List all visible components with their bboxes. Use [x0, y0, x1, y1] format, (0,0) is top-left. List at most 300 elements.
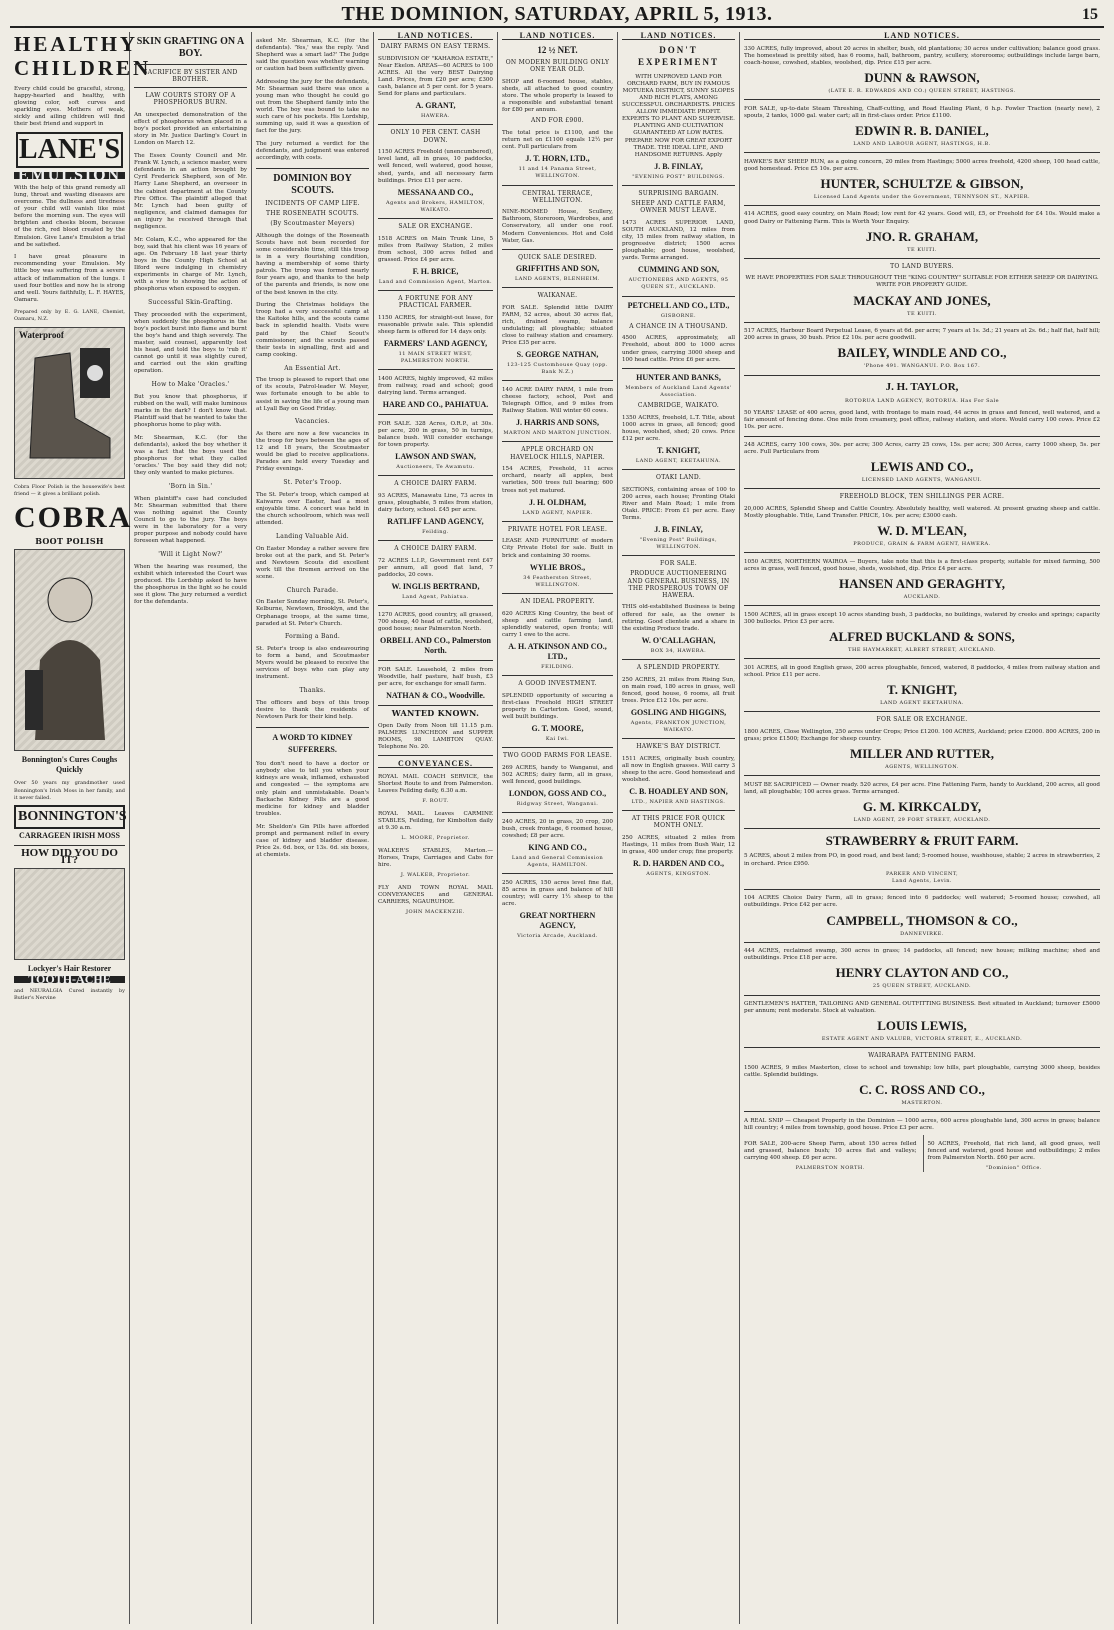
article-paragraph: But you know that phosphorus, if rubbed on the wall, will make luminous marks in the dark? I don't know that. Plaintiff said that he wanted to take the phosphorus home to play with.	[134, 393, 247, 429]
divider	[502, 287, 613, 288]
ad-title: A CHOICE DAIRY FARM.	[394, 480, 477, 488]
ad-title: WANTED KNOWN.	[391, 708, 480, 719]
subheading: Vacancies.	[295, 418, 330, 426]
ad-body: 1800 ACRES, Close Wellington, 250 acres under Crops; Price £1200. 100 ACRES, Auckland; price £2000. 800 ACRES, 200 in grass; price £1500; Exchange for sheep country.	[744, 728, 1100, 742]
divider	[744, 375, 1100, 376]
article-paragraph: The Essex County Council and Mr. Frank W. Lynch, a science master, were defendants in an action brought by Cyril Frederick Shepherd, son of Mr. Harry Lane Shepherd, an overseer in the cabinet department at the County Fire Office. The plaintiff alleged that Mr. Lynch had been guilty of negligence, and claimed damages for an injury he received through that negligence.	[134, 153, 247, 230]
ad-title: TWO GOOD FARMS FOR LEASE.	[502, 752, 613, 760]
divider	[502, 873, 613, 874]
ad-place: 11 MAIN STREET WEST, PALMERSTON NORTH.	[398, 351, 473, 365]
ad-body: 1400 ACRES, highly improved, 42 miles from railway, road and school; good dairying land. Terms arranged.	[378, 375, 493, 397]
article-paragraph: During the Christmas holidays the troop had a very successful camp at the Kaitoke hills, and the scouts came back in splendid health. Visits were paid by the Chief Scout's commissioner, and the scouts passed their tests in signalling, first aid and camp cooking.	[256, 302, 369, 358]
ad-place: "Dominion" Office.	[985, 1165, 1042, 1172]
ad-place: GISBORNE.	[660, 312, 697, 319]
divider	[622, 296, 735, 297]
divider	[378, 414, 493, 415]
ad-body: 620 ACRES King Country, the best of sheep and cattle farming land, splendidly watered, open fronts; will carry 1 ewe to the acre.	[502, 610, 613, 638]
hair-restorer-illustration	[14, 868, 125, 960]
divider	[622, 185, 735, 186]
divider	[744, 152, 1100, 153]
ad-body: 20,000 ACRES, Splendid Sheep and Cattle Country. Absolutely healthy, well watered. At present grazing sheep and cattle. Mostly ploughable. Title, Land Transfer. PRICE, 10s. per acre; £3000 cash.	[744, 506, 1100, 520]
ad-firm: W. D. M'LEAN,	[877, 523, 967, 539]
ad-title: A FORTUNE FOR ANY PRACTICAL FARMER.	[398, 295, 473, 310]
subheading: St. Peter's Troop.	[283, 479, 342, 487]
divider	[744, 99, 1100, 100]
ad-title: OTAKI LAND.	[655, 474, 702, 482]
subheading: Landing Valuable Aid.	[275, 532, 350, 540]
article-paragraph: The St. Peter's troop, which camped at Kaiwarra over Easter, had a most enjoyable time. A concert was held in the church schoolroom, which was well attended.	[256, 491, 369, 527]
man-portrait-icon	[15, 550, 125, 750]
divider	[622, 555, 735, 556]
ad-title: 12 ½ NET.	[537, 45, 578, 56]
article-paragraph: Mr. Shearman, K.C. (for the defendants), asked the boy whether it was a fact that the boys used the phosphorus for what they called 'oracles.' The boy said they did not; they only wanted to make pictures.	[134, 434, 247, 477]
ad-body: LEASE AND FURNITURE of modern City Private Hotel for sale. Built in brick and containing 30 rooms.	[502, 538, 613, 559]
ad-firm: C. B. HOADLEY AND SON,	[629, 787, 728, 797]
divider	[744, 775, 1100, 776]
how-did-you-do-it-headline: HOW DID YOU DO IT?	[21, 846, 118, 866]
ad-place: Agents, FRANKTON JUNCTION, WAIKATO.	[630, 719, 727, 734]
boot-polish-label: BOOT POLISH	[35, 536, 104, 547]
article-paragraph: The officers and boys of this troop desire to thank the residents of Newtown Park for their kind help.	[256, 699, 369, 720]
conveyances-heading: CONVEYANCES.	[378, 760, 493, 768]
ad-body: FLY AND TOWN ROYAL MAIL CONVEYANCES and GENERAL CARRIERS, NGAURUHOE.	[378, 884, 493, 905]
column-5-land-notices	[498, 32, 618, 1624]
article-paragraph: Mr. Colam, K.C., who appeared for the boy, said that his client was 16 years of age. On February 18 last year thirty boys in the County High School at Ilford were indulging in chemistry experiments in charge of Mr. Lynch, with a view to showing the action of phosphorus when exposed to oxygen.	[134, 236, 247, 293]
ad-place: ESTATE AGENT AND VALUER, VICTORIA STREET, E., AUCKLAND.	[821, 1036, 1023, 1043]
land-notices-heading: LAND NOTICES.	[622, 32, 735, 40]
ad-firm: HUNTER, SCHULTZE & GIBSON,	[820, 175, 1024, 191]
ad-body: 1518 ACRES on Main Trunk Line, 5 miles from Railway Station, 2 miles from school, 300 acres felled and grassed. Price £4 per acre.	[378, 235, 493, 263]
ad-place: HAWERA.	[420, 113, 451, 120]
ad-body: FOR SALE. Splendid little DAIRY FARM, 52 acres, about 30 acres flat, rich, drained swamp, balance undulating; all ploughable; situated close to railway station and creamery. Price £35 per acre.	[502, 304, 613, 347]
boy-scouts-subtitle-2: THE ROSENEATH SCOUTS.	[265, 209, 359, 217]
divider	[622, 659, 735, 660]
lanes-intro: Every child could be graceful, strong, happy-hearted and healthy, with glowing color, soft curves and sparkling eyes. Mothers of weak, sickly and ailing children will find their best friend and support in	[14, 85, 125, 128]
ad-body: ROYAL MAIL. Leaves CARMINE STABLES, Feilding, for Kimbolton daily at 9.30 a.m.	[378, 810, 493, 831]
lanes-prepared: Prepared only by E. G. LANE, Chemist, Oamaru, N.Z.	[14, 308, 125, 323]
bonnington-portrait	[14, 549, 125, 751]
ad-firm: J. HARRIS AND SONS,	[516, 418, 599, 428]
ad-place: Land and General Commission Agents, HAMILTON.	[511, 855, 604, 869]
ad-firm: GOSLING AND HIGGINS,	[630, 707, 727, 717]
ad-place: Licensed Land Agents under the Government, TENNYSON ST., NAPIER.	[813, 193, 1031, 200]
ad-body: FOR SALE. 328 Acres, O.R.P., at 30s. per acre, 200 in grass, 50 in turnips, balance bush. Will consider exchange for town property.	[378, 420, 493, 449]
ad-firm: L. MOORE, Proprietor.	[401, 835, 470, 842]
article-paragraph: They proceeded with the experiment, when suddenly the phosphorus in the boy's pocket burst into flame and burnt the boy's hand and thigh severely. The master, said counsel, apparently lost his head, and told the boys to 'rub it' cannot go until it was slightly cured, and carried out the skin grafting operation.	[134, 311, 247, 375]
masthead-title: THE DOMINION, SATURDAY, APRIL 5, 1913.	[341, 3, 773, 25]
ad-place: LAND AGENT, NAPIER.	[522, 509, 593, 516]
divider	[744, 1111, 1100, 1112]
ad-firm: J. H. OLDHAM,	[528, 497, 587, 507]
divider	[744, 552, 1100, 553]
ad-body: FOR SALE. Leasehold, 2 miles from Woodville, half pasture, half bush, £3 per acre, for exchange for small farm.	[378, 666, 493, 687]
ad-body: The total price is £1100, and the return net on £1100 equals 12½ per cent. Full particulars from	[502, 130, 613, 151]
ad-firm: GRIFFITHS AND SON,	[515, 263, 600, 273]
cobra-polish-illustration	[14, 327, 125, 479]
divider	[14, 845, 125, 846]
divider	[502, 441, 613, 442]
skin-grafting-subtitle: SACRIFICE BY SISTER AND BROTHER.	[143, 69, 238, 84]
divider	[744, 889, 1100, 890]
ad-firm: A. GRANT,	[415, 101, 456, 111]
column-3-boy-scouts	[252, 32, 374, 1624]
ad-subtitle: PRODUCE AUCTIONEERING AND GENERAL BUSINESS, IN THE PROSPEROUS TOWN OF HAWERA.	[627, 570, 730, 599]
ad-title: ONLY 10 PER CENT. CASH DOWN.	[390, 129, 481, 144]
ad-place: LAND AGENTS, BLENHEIM.	[514, 275, 600, 282]
ad-firm: LOUIS LEWIS,	[877, 1018, 967, 1034]
ad-place: MASTERTON.	[901, 1100, 943, 1107]
ad-body: 1270 ACRES, good country, all grassed, 700 sheep, 40 head of cattle, woolshed, good house; near Palmerston North.	[378, 611, 493, 633]
divider	[622, 810, 735, 811]
article-paragraph: Addressing the jury for the defendants, Mr. Shearman said there was once a young man who thought he could go out from the Shepherd family into the world. The boy was bound to take no such care of his pockets. His Lordship, summing up, said it was a question of fact for the jury.	[256, 78, 369, 135]
article-paragraph: You don't need to have a doctor or anybody else to tell you when your kidneys are weak, inflamed, exhausted and congested — the symptoms are only plain and unmistakable. Doan's Backache Kidney Pills are a good medicine for kidney and bladder troubles.	[256, 761, 369, 817]
ad-firm: ORBELL AND CO., Palmerston North.	[380, 636, 491, 656]
ad-place: 25 QUEEN STREET, AUCKLAND.	[872, 983, 972, 990]
ad-place: AUCTIONEERS AND AGENTS, 95 QUEEN ST., AUCKLAND.	[628, 277, 729, 291]
ad-firm: F. ROUT.	[422, 798, 449, 805]
ad-body: 1150 ACRES, for straight-out lease, for reasonable private sale. This splendid sheep farm is offered for 14 days only.	[378, 314, 493, 335]
ad-firm: HARE AND CO., PAHIATUA.	[382, 400, 489, 410]
ad-firm: JOHN MACKENZIE.	[406, 909, 465, 916]
ad-firm: J. WALKER, Proprietor.	[400, 872, 471, 879]
divider	[378, 124, 493, 125]
subheading: 'Will it Light Now?'	[158, 550, 223, 558]
ad-body: HAWKE'S BAY SHEEP RUN, as a going concern, 20 miles from Hastings; 5000 acres freehold, 4200 sheep, 100 head cattle, good homestead. Price £5 10s. per acre.	[744, 158, 1100, 172]
divider	[622, 368, 735, 369]
lanes-logo: LANE'S	[16, 132, 123, 168]
divider	[744, 995, 1100, 996]
divider	[134, 64, 247, 65]
divider	[502, 675, 613, 676]
ad-firm: A. H. ATKINSON AND CO., LTD.,	[508, 641, 607, 661]
ad-firm: KING AND CO.,	[528, 843, 587, 853]
divider	[378, 475, 493, 476]
article-paragraph: On Easter Sunday morning, St. Peter's, Kelburne, Newtown, Brooklyn, and the Orphanage troops, at the same time, paraded at St. Peter's Church.	[256, 599, 369, 627]
ad-body: WE HAVE PROPERTIES FOR SALE THROUGHOUT THE "KING COUNTRY" SUITABLE FOR EITHER SHEEP OR DAIRYING. WRITE FOR PROPERTY GUIDE.	[745, 275, 1099, 289]
ad-firm: J. T. HORN, LTD.,	[525, 154, 590, 164]
ad-body: SUBDIVISION OF "KAHAROA ESTATE," Near Ekelon. AREAS—60 ACRES to 100 ACRES. All the very BEST Dairying Land. Prices, from £20 per acre; £300 cash, balance at 5 per cent. for 5 years. Send for plans and particulars.	[378, 55, 493, 98]
ad-title: A GOOD INVESTMENT.	[518, 680, 597, 687]
ad-firm: CAMPBELL, THOMSON & CO.,	[826, 912, 1018, 928]
ad-body: 301 ACRES, all in good English grass, 200 acres ploughable, fenced, watered, 8 paddocks, 4 miles from railway station and school. Price £11 per acre.	[744, 664, 1100, 678]
ad-body: FOR SALE, up-to-date Steam Threshing, Chaff-cutting, and Road Hauling Plant, 6 h.p. Fowler Traction (nearly new), 2 spouts, 2 tanks, 1000 gal. water cart; all in first-class order. Price £1100.	[744, 105, 1100, 119]
divider	[502, 380, 613, 381]
ad-firm: MACKAY AND JONES,	[853, 292, 991, 308]
article-paragraph: When plaintiff's case had concluded Mr. Shearman submitted that there was nothing against the County Council to go to the jury. The boys were in the laboratory for a very proper purpose and nobody could have foreseen what happened.	[134, 495, 247, 545]
subheading: An Essential Art.	[284, 364, 341, 372]
divider	[378, 540, 493, 541]
cobra-copy: Cobra Floor Polish is the housewife's best friend — it gives a brilliant polish.	[14, 484, 125, 498]
bottom-ad-left	[744, 1135, 917, 1172]
ad-body: GENTLEMEN'S HATTER, TAILORING AND GENERAL OUTFITTING BUSINESS. Best situated in Auckland; turnover £5000 per annum; rent moderate. Stock at valuation.	[744, 1001, 1100, 1015]
article-paragraph: As there are now a few vacancies in the troop for boys between the ages of 12 and 18 years, the Scoutmaster would be glad to receive applications. Parades are held every Tuesday and Friday evenings.	[256, 430, 369, 473]
ad-body: 93 ACRES, Manawatu Line, 73 acres in grass, ploughable, 5 miles from station, dairy factory, school. £45 per acre.	[378, 492, 493, 514]
ad-place: Feilding.	[422, 529, 449, 536]
article-paragraph: On Easter Monday a rather severe fire broke out at the park, and St. Peter's and Newtown Scouts did excellent work till the firemen arrived on the scene.	[256, 545, 369, 580]
ad-place: DANNEVIRKE.	[900, 930, 944, 937]
ad-title: STRAWBERRY & FRUIT FARM.	[825, 832, 1019, 848]
ad-body: FOR SALE, 200-acre Sheep Farm, about 150 acres felled and grassed, balance bush; 10 acres flat and valleys; carrying 400 sheep. £6 per acre.	[744, 1140, 917, 1161]
divider	[378, 755, 493, 756]
article-paragraph: Mr. Sheldon's Gin Pills have afforded prompt and permanent relief in every case of kidney and bladder disease. Price 2s. 6d. box, or 13s. 6d. six boxes, at chemists.	[256, 823, 369, 858]
ad-title: PRIVATE HOTEL FOR LEASE.	[507, 525, 608, 533]
subheading: Forming a Band.	[284, 633, 341, 641]
ad-place: 11 and 14 Panama Street, WELLINGTON.	[518, 166, 597, 180]
ad-body: 1150 ACRES Freehold (unencumbered), level land, all in grass, 10 paddocks, well fenced, well watered, good house, shed, yards, and all necessary farm buildings. Price £11 per acre.	[378, 149, 493, 184]
ad-firm: T. KNIGHT,	[887, 681, 957, 697]
ad-body: ROYAL MAIL COACH SERVICE, the Shortest Route to and from Palmerston. Leaves Feilding daily, 6.30 a.m.	[378, 773, 493, 795]
skin-grafting-subtitle-2: LAW COURTS STORY OF A PHOSPHORUS BURN.	[145, 92, 236, 107]
ad-title: CAMBRIDGE, WAIKATO.	[637, 401, 720, 409]
divider	[744, 205, 1100, 206]
ad-firm: J. H. TAYLOR,	[885, 380, 959, 393]
column-6-land-notices	[618, 32, 740, 1624]
ad-place: Agents and Brokers, HAMILTON, WAIKATO.	[386, 199, 485, 213]
divider	[744, 711, 1100, 712]
ad-place: Land and Commission Agent, Marton.	[378, 278, 493, 285]
ad-firm: CUMMING AND SON,	[637, 265, 720, 275]
ad-firm: C. C. ROSS AND CO.,	[859, 1082, 985, 1098]
divider	[378, 290, 493, 291]
ad-price: AND FOR £900.	[531, 117, 584, 125]
article-paragraph: When the hearing was resumed, the exhibit which interested the Court was produced. His Lordship asked to have the phosphorus in the light so he could see it glow. The jury returned a verdict for the defendants.	[134, 563, 247, 606]
ad-firm: EDWIN R. B. DANIEL,	[855, 122, 989, 138]
ad-firm: FARMERS' LAND AGENCY,	[383, 339, 488, 349]
column-7-land-notices	[740, 32, 1104, 1624]
ad-firm: HUNTER AND BANKS,	[636, 372, 721, 382]
ad-title: SALE OR EXCHANGE.	[398, 222, 473, 230]
ad-title: TO LAND BUYERS.	[890, 262, 954, 270]
land-notices-heading: LAND NOTICES.	[378, 32, 493, 40]
ad-place: Members of Auckland Land Agents' Association.	[625, 384, 732, 398]
ad-place: AUCKLAND.	[903, 594, 941, 601]
divider	[256, 168, 369, 169]
waterproof-label: Waterproof	[19, 330, 64, 341]
ad-body: WALKER'S STABLES, Marton.— Horses, Traps, Carriages and Cabs for hire.	[378, 847, 493, 868]
divider	[378, 605, 493, 606]
ad-title: DON'T EXPERIMENT	[637, 45, 719, 68]
divider	[502, 185, 613, 186]
ad-firm: G. T. MOORE,	[531, 724, 584, 734]
ad-firm: NATHAN & CO., Woodville.	[386, 691, 485, 701]
ad-firm: RATLIFF LAND AGENCY,	[387, 517, 484, 527]
page-number: 15	[1082, 6, 1098, 23]
kidney-sufferers-title: A WORD TO KIDNEY SUFFERERS.	[272, 732, 353, 754]
ad-firm: PARKER AND VINCENT,	[885, 870, 959, 877]
ad-place: Victoria Arcade, Auckland.	[517, 933, 598, 940]
divider	[378, 705, 493, 706]
ad-place: 'Phone 491. WANGANUI. P.O. Box 167.	[863, 363, 981, 370]
ad-firm: S. GEORGE NATHAN,	[516, 350, 599, 360]
ad-place: AGENTS, WELLINGTON.	[885, 763, 959, 770]
ad-body: SHOP and 6-roomed house, stables, sheds, all attached to good country store. The whole property is leased to a responsible and substantial tenant for £80 per annum.	[502, 78, 613, 114]
ad-title: HAWKE'S BAY DISTRICT.	[636, 743, 721, 751]
ad-place: LAND AGENT, 29 FORT STREET, AUCKLAND.	[853, 816, 991, 823]
ad-firm: LAWSON AND SWAN,	[395, 452, 476, 462]
ad-firm: GREAT NORTHERN AGENCY,	[519, 911, 596, 931]
cobra-logo: COBRA	[14, 501, 133, 535]
ad-body: SPLENDID opportunity of securing a first-class Freehold HIGH STREET property in Carterton. Good, sound, well built buildings.	[502, 692, 613, 720]
ad-place: LICENSED LAND AGENTS, WANGANUI.	[861, 477, 983, 484]
bonningtons-logo: BONNINGTON'S	[14, 805, 125, 829]
skin-grafting-title: SKIN GRAFTING ON A BOY.	[136, 36, 245, 59]
divider	[502, 593, 613, 594]
ad-body: 1350 ACRES, freehold, L.T. Title, about 1000 acres in grass, all fenced; good house, woolshed, shed; 20 cows. Price £12 per acre.	[622, 414, 735, 442]
ad-place: Kai Iwi.	[545, 736, 570, 743]
column-4-land-notices	[374, 32, 498, 1624]
ad-firm: W. INGLIS BERTRAND,	[391, 582, 480, 592]
subheading: Successful Skin-Grafting.	[148, 299, 233, 306]
ad-place: 123-125 Customhouse Quay (opp. Bank N.Z.)	[507, 362, 608, 376]
article-paragraph: The troop is pleased to report that one of its scouts, Patrol-leader W. Meyer, was fortunate enough to be able to assist in saving the life of a young man at Lyall Bay on Good Friday.	[256, 377, 369, 412]
ad-body: 269 ACRES, handy to Wanganui, and 502 ACRES; dairy farm, all in grass, well fenced, good buildings.	[502, 764, 613, 786]
ad-place: PALMERSTON NORTH.	[795, 1165, 865, 1172]
ad-body: THIS old-established Business is being offered for sale, as the owner is retiring. Good clientele and a share in the existing Produce trade.	[622, 604, 735, 632]
divider	[744, 942, 1100, 943]
subheading: How to Make 'Oracles.'	[151, 381, 230, 389]
ad-place: Auctioneers, Te Awamutu.	[396, 464, 475, 471]
ad-body: 154 ACRES, Freehold, 11 acres orchard, nearly all apples, best varieties, 500 trees full bearing; 600 trees not yet matured.	[502, 466, 613, 494]
ad-subtitle: ON MODERN BUILDING ONLY ONE YEAR OLD.	[505, 59, 610, 74]
divider	[134, 87, 247, 88]
ad-title: A CHANCE IN A THOUSAND.	[629, 322, 728, 330]
ad-title: DAIRY FARMS ON EASY TERMS.	[380, 43, 491, 51]
article-paragraph: The jury returned a verdict for the defendants, and judgment was entered accordingly, with costs.	[256, 141, 369, 162]
ad-place: LAND AGENT EKETAHUNA.	[880, 699, 964, 706]
ad-firm: PETCHELL AND CO., LTD.,	[627, 300, 730, 310]
divider	[744, 605, 1100, 606]
ad-body: 1050 ACRES, NORTHERN WAIROA — Buyers, take note that this is a first-class property, suitable for mixed farming, 500 acres in grass, well fenced, good house, sheds, woolshed, dip. Price £4 per acre.	[744, 558, 1100, 573]
ad-firm: HENRY CLAYTON AND CO.,	[835, 965, 1009, 981]
boy-scouts-subtitle: INCIDENTS OF CAMP LIFE.	[265, 199, 360, 207]
healthy-children-headline: HEALTHY CHILDREN	[14, 32, 152, 80]
ad-body: 250 ACRES, 150 acres level fine flat, 85 acres in grass and balance of hill country; will carry 1½ sheep to the acre.	[502, 879, 613, 908]
divider	[744, 488, 1100, 489]
ad-firm: MILLER AND RUTTER,	[849, 745, 995, 761]
ad-title: A CHOICE DAIRY FARM.	[394, 545, 477, 553]
ad-firm: DUNN & RAWSON,	[864, 69, 980, 85]
ad-place: Land Agents, Levin.	[891, 877, 953, 884]
boy-scouts-title: DOMINION BOY SCOUTS.	[273, 172, 352, 196]
divider	[378, 218, 493, 219]
ad-body: 250 ACRES, 21 miles from Rising Sun, on main road, 180 acres in grass, well fenced, good house, 6 rooms, all fruit trees. Price £12 10s. per acre.	[622, 676, 735, 704]
ad-body: 50 YEARS' LEASE of 400 acres, good land, with frontage to main road, 44 acres in grass and fenced, well watered, and a fair amount of fencing done. One mile from creamery, post office, railway station, and store. Would carry 100 cows. Price £2 10s. per acre.	[744, 410, 1100, 431]
divider	[744, 658, 1100, 659]
divider	[622, 738, 735, 739]
ad-body: 250 ACRES, situated 2 miles from Hastings, 11 miles from Bush Wair, 12 in grass, 400 under crop; fine property.	[622, 835, 735, 856]
ad-place: THE HAYMARKET, ALBERT STREET, AUCKLAND.	[848, 647, 996, 653]
bottom-ad-right	[923, 1135, 1101, 1172]
ad-firm: LONDON, GOSS AND CO.,	[508, 789, 607, 799]
ad-firm: WYLIE BROS.,	[529, 562, 586, 572]
ad-place: AGENTS, KINGSTON.	[646, 871, 711, 878]
ad-title: AN IDEAL PROPERTY.	[520, 597, 595, 605]
emulsion-banner: EMULSION	[14, 172, 125, 179]
ad-title: QUICK SALE DESIRED.	[518, 253, 597, 261]
divider	[502, 812, 613, 813]
ad-body: 4500 ACRES, approximately, all Freehold, about 800 to 1000 acres under grass, carrying 3000 sheep and 100 head cattle. Price £6 per acre.	[622, 335, 735, 363]
subheading: Thanks.	[299, 687, 326, 695]
toothache-headline: TOOTH-ACHE	[14, 976, 125, 983]
ad-body: 5 ACRES, about 2 miles from PO, in good road, and best land; 5-roomed house, washhouse, stable; 2 acres in strawberries, 2 in orchard. Price £950.	[744, 853, 1100, 867]
ad-place: LTD., NAPIER AND HASTINGS.	[631, 799, 726, 806]
lanes-testimonial: I have great pleasure in recommending your Emulsion. My little boy was suffering from a severe attack of inflammation of the lungs. I used four bottles and now he is strong and well. Yours faithfully, L. F. HAYES, Oamaru.	[14, 254, 125, 303]
ad-firm: F. H. BRICE,	[412, 266, 459, 276]
ad-place: (LATE E. R. EDWARDS AND CO.) QUEEN STREET, HASTINGS.	[828, 87, 1016, 94]
ad-title: FREEHOLD BLOCK, TEN SHILLINGS PER ACRE.	[839, 493, 1005, 501]
ad-body: 1500 ACRES, all in grass except 10 acres standing bush, 3 paddocks, no buildings, watered by creeks and springs; capacity 300 bullocks. Price £3 per acre.	[744, 611, 1100, 625]
ad-place: PRODUCE, GRAIN & FARM AGENT, HAWERA.	[853, 541, 991, 548]
divider	[502, 521, 613, 522]
ad-place: "EVENING POST" BUILDINGS.	[632, 173, 725, 180]
ad-body: 50 ACRES, Freehold, flat rich land, all good grass, well fenced and watered, good house and outbuildings; 2 miles from Palmerston North. £60 per acre.	[927, 1140, 1100, 1161]
ad-place: ROTORUA LAND AGENCY, ROTORUA. Has For Sale	[844, 397, 1000, 404]
ad-firm: G. M. KIRKCALDY,	[862, 798, 982, 814]
article-paragraph: St. Peter's troop is also endeavouring to form a band, and Scoutmaster Myers would be pleased to receive the services of boys who can play any instrument.	[256, 645, 369, 681]
subheading: Church Parade.	[286, 586, 339, 594]
divider	[744, 258, 1100, 259]
divider	[622, 469, 735, 470]
ad-place: FEILDING.	[541, 663, 574, 670]
ad-firm: MESSANA AND CO.,	[397, 187, 474, 197]
ad-body: 1473 ACRES SUPERIOR LAND, SOUTH AUCKLAND, 12 miles from city, 15 miles from railway station, in progressive district; 1500 acres ploughable; good house, woolshed, yards. Terms arranged.	[622, 219, 735, 262]
ad-title: WAIRARAPA FATTENING FARM.	[868, 1052, 976, 1060]
ad-place: LAND AGENT, EKETAHUNA.	[635, 457, 722, 464]
ad-body: 240 ACRES, 20 in grass, 20 crop, 200 bush, creek frontage, 6 roomed house, cowshed; £8 per acre.	[502, 818, 613, 839]
bottom-ads-row	[744, 1135, 1100, 1172]
ad-body: A REAL SNIP — Cheapest Property in the Dominion — 1000 acres, 600 acres ploughable land, 300 acres in grass; balance hill country; 4 miles from township, good house. Price £3 per acre.	[744, 1117, 1100, 1132]
ad-title: SURPRISING BARGAIN.	[638, 189, 719, 197]
masthead	[10, 4, 1104, 28]
bonnington-copy: Over 50 years my grandmother used Bonnington's Irish Moss in her family, and it never failed.	[14, 780, 125, 801]
divider	[744, 436, 1100, 437]
ad-title: APPLE ORCHARD ON HAVELOCK HILLS, NAPIER.	[510, 446, 605, 461]
divider	[378, 660, 493, 661]
divider	[744, 828, 1100, 829]
ad-body: MUST BE SACRIFICED — Owner ready. 520 acres, £4 per acre. Fine Fattening Farm, handy to Auckland, 200 acres, all good land, all ploughable; 100 acres grass. Terms arranged.	[744, 781, 1100, 795]
lanes-body: With the help of this grand remedy all lung, throat and wasting diseases are overcome. The dullness and tiredness of your child will vanish like mist before the morning sun. The eyes will brighten and cheeks bloom, because of the rich, red blood created by the Emulsion. Give Lane's Emulsion a trial and be satisfied.	[14, 184, 125, 248]
ad-subtitle: SHEEP AND CATTLE FARM, OWNER MUST LEAVE.	[631, 200, 726, 215]
column-2-skin-grafting	[130, 32, 252, 1624]
ad-firm: J. B. FINLAY,	[654, 525, 703, 535]
ad-body: NINE-ROOMED House, Scullery, Bathroom, Storeroom, Wardrobes, and Conservatory, all under one roof. Modern Conveniences. Hot and Cold Water, Gas.	[502, 209, 613, 244]
ad-body: 72 ACRES L.I.P., Government rent £47 per annum, all good flat land, 7 paddocks, 20 cows.	[378, 557, 493, 579]
article-paragraph: asked Mr. Shearman, K.C. (for the defendants). 'Yes,' was the reply. 'And Shepherd was a smart lad?' The Judge said the question was whether warning or caution had been sufficiently given.	[256, 37, 369, 72]
land-notices-heading: LAND NOTICES.	[744, 32, 1100, 40]
byline: (By Scoutmaster Meyers)	[270, 220, 355, 228]
ad-place: TE KUITI.	[907, 310, 937, 317]
ad-body: Open Daily from Noon till 11.15 p.m. PALMERS LUNCHEON and SUPPER ROOMS, 98 LAMBTON QUAY. Telephone No. 20.	[378, 722, 493, 751]
ad-body: 330 ACRES, fully improved, about 20 acres in shelter, bush, old plantations; 30 acres under cultivation; balance good grass. The homestead is prettily sited, has 6 rooms, hall, bathroom, pantry, scullery, storerooms; outbuildings include large barn, coach-house, cowshed, stables, woolshed, dip. Price £15 per acre.	[744, 45, 1100, 66]
divider	[378, 369, 493, 370]
divider	[502, 747, 613, 748]
ad-place: "Evening Post" Buildings, WELLINGTON.	[639, 537, 718, 551]
divider	[502, 249, 613, 250]
ad-firm: T. KNIGHT,	[656, 445, 701, 455]
ad-firm: J. B. FINLAY,	[654, 161, 703, 171]
ad-title: CENTRAL TERRACE, WELLINGTON.	[522, 189, 593, 204]
nervine-copy: and NEURALGIA Cured instantly by Butler's Nervine	[14, 987, 125, 1002]
ad-body: 414 ACRES, good easy country, on Main Road; low rent for 42 years. Good will, £5, or Freehold for £4 10s. Would make a good Dairy or Fattening Farm. This is Worth Your Enquiry.	[744, 211, 1100, 225]
ad-firm: ALFRED BUCKLAND & SONS,	[829, 629, 1015, 644]
ad-firm: LEWIS AND CO.,	[870, 459, 974, 475]
ad-title: FOR SALE OR EXCHANGE.	[876, 715, 968, 723]
lockyer-label: Lockyer's Hair Restorer	[27, 963, 112, 973]
divider	[744, 1047, 1100, 1048]
ad-body: 248 ACRES, carry 100 cows, 30s. per acre; 300 Acres, carry 25 cows, 15s. per acre; 300 Acres, carry 1000 sheep, 5s. per acre. Full Particulars from	[744, 442, 1100, 456]
ad-firm: HANSEN AND GERAGHTY,	[838, 576, 1006, 592]
column-1-advertisements	[10, 32, 152, 1624]
